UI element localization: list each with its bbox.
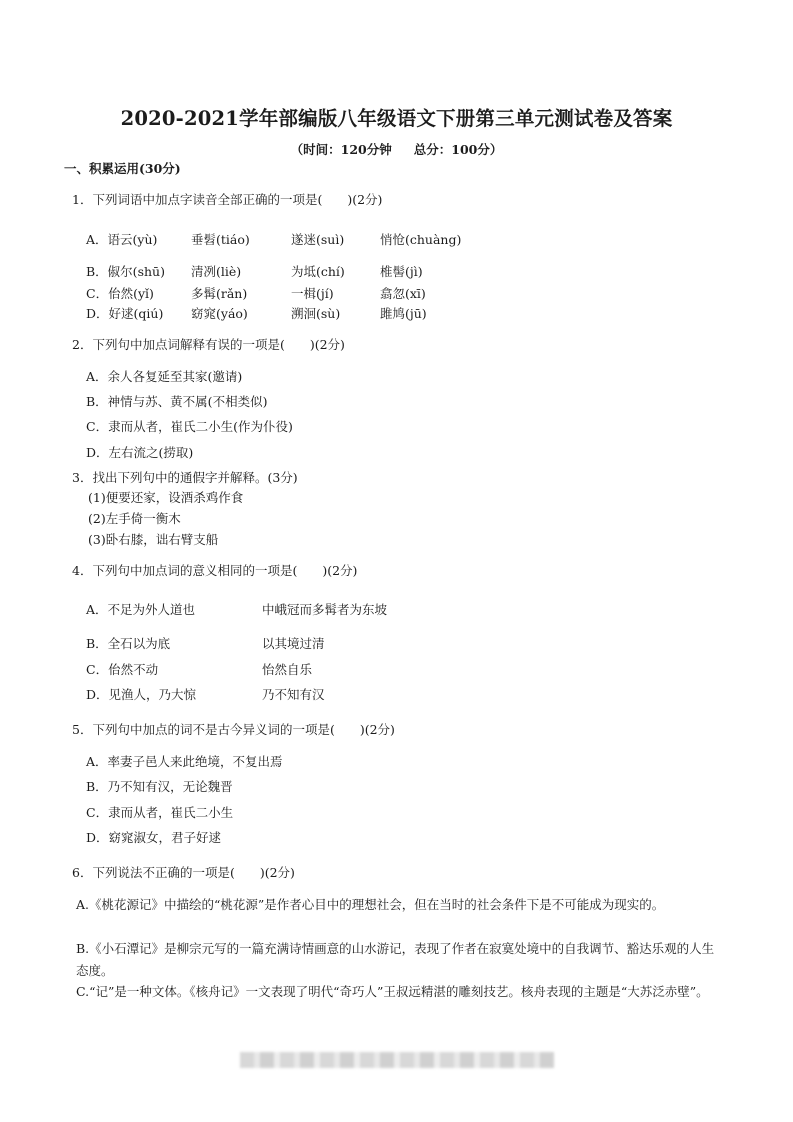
question-3-item-2: (2)左手倚一衡木 (88, 511, 181, 526)
page-title: 2020-2021学年部编版八年级语文下册第三单元测试卷及答案 (120, 107, 673, 130)
option-cell: C．佁然不动 (86, 662, 159, 677)
option-cell: D．见渔人，乃大惊 (86, 687, 197, 702)
question-1-stem: 1．下列词语中加点字读音全部正确的一项是( )(2分) (72, 192, 383, 207)
option-cell: 遂迷(suì) (291, 232, 345, 247)
question-4-option-a (86, 602, 726, 618)
question-5-option-d: D．窈窕淑女，君子好逑 (86, 830, 222, 845)
total-score: 总分：100分） (413, 142, 503, 157)
option-cell: 椎髻(jì) (380, 264, 423, 279)
blurred-footer (240, 1052, 554, 1068)
question-5-option-b: B．乃不知有汉，无论魏晋 (86, 779, 233, 794)
option-cell: 垂髫(tiáo) (191, 232, 250, 247)
question-5-option-a: A．率妻子邑人来此绝境，不复出焉 (86, 754, 283, 769)
option-cell: 翕忽(xī) (380, 286, 426, 301)
question-1-option-c (86, 286, 726, 302)
question-6-option-c: C.“记”是一种文体。《核舟记》一文表现了明代“奇巧人”王叔远精湛的雕刻技艺。核舟表现的主题是“大苏泛赤壁”。 (76, 984, 709, 999)
question-3-stem: 3．找出下列句中的通假字并解释。(3分) (72, 470, 298, 485)
question-4-option-c (86, 662, 726, 678)
exam-info (0, 140, 793, 158)
option-cell: 清冽(liè) (191, 264, 242, 279)
option-cell: 为坻(chí) (291, 264, 345, 279)
option-cell: D．好逑(qiú) (86, 306, 164, 321)
option-cell: 多髯(rǎn) (191, 286, 248, 301)
option-cell: A．不足为外人道也 (86, 602, 196, 617)
question-2-option-a: A．余人各复延至其家(邀请) (86, 369, 243, 384)
option-cell: C．佁然(yǐ) (86, 286, 154, 301)
option-cell: 中峨冠而多髯者为东坡 (262, 602, 388, 617)
option-cell: 窈窕(yáo) (191, 306, 248, 321)
question-2-stem: 2．下列句中加点词解释有误的一项是( )(2分) (72, 337, 345, 352)
option-cell: 雎鸠(jū) (380, 306, 427, 321)
question-6-stem: 6．下列说法不正确的一项是( )(2分) (72, 865, 295, 880)
question-2-option-c: C．隶而从者，崔氏二小生(作为仆役) (86, 419, 293, 434)
section-heading: 一、积累运用(30分) (64, 161, 181, 176)
option-cell: B．全石以为底 (86, 636, 171, 651)
question-1-option-a (86, 232, 726, 248)
question-3-item-1: (1)便要还家，设酒杀鸡作食 (88, 490, 244, 505)
time-limit: （时间：120分钟 (290, 142, 392, 157)
option-cell: 悄怆(chuàng) (380, 232, 462, 247)
question-4-option-d (86, 687, 726, 703)
option-cell: 溯洄(sù) (291, 306, 341, 321)
question-2-option-b: B．神情与苏、黄不属(不相类似) (86, 394, 268, 409)
question-4-stem: 4．下列句中加点词的意义相同的一项是( )(2分) (72, 563, 358, 578)
option-cell: 怡然自乐 (262, 662, 313, 677)
question-1-option-b (86, 264, 726, 280)
option-cell: B．俶尔(shū) (86, 264, 165, 279)
question-3-item-3: (3)卧右膝，诎右臂支船 (88, 532, 219, 547)
question-5-option-c: C．隶而从者，崔氏二小生 (86, 805, 234, 820)
question-6-option-a: A.《桃花源记》中描绘的“桃花源”是作者心目中的理想社会，但在当时的社会条件下是不可能成为现实的。 (76, 897, 665, 912)
option-cell: A．语云(yù) (86, 232, 158, 247)
option-cell: 以其境过清 (262, 636, 325, 651)
question-1-option-d (86, 306, 726, 322)
question-5-stem: 5．下列句中加点的词不是古今异义词的一项是( )(2分) (72, 722, 395, 737)
question-6-option-b: B.《小石潭记》是柳宗元写的一篇充满诗情画意的山水游记，表现了作者在寂寞处境中的自我调节、豁达乐观的人生态度。 (76, 941, 715, 978)
question-4-option-b (86, 636, 726, 652)
option-cell: 一楫(jí) (291, 286, 334, 301)
question-2-option-d: D．左右流之(捞取) (86, 445, 194, 460)
option-cell: 乃不知有汉 (262, 687, 325, 702)
